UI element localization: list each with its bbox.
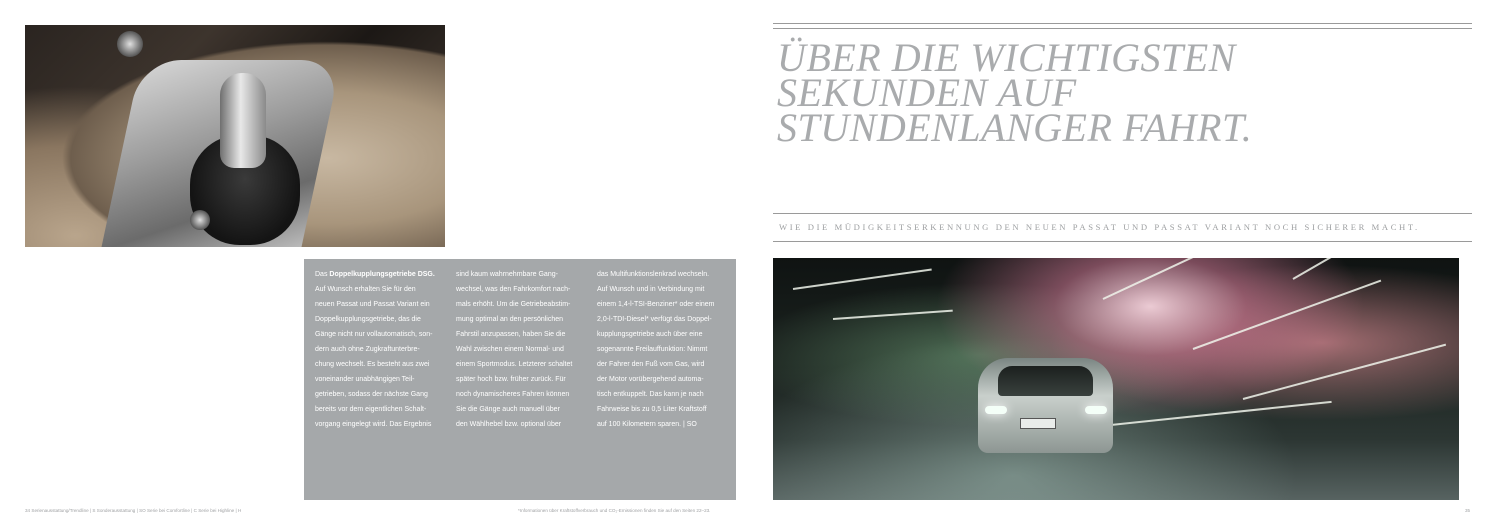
car-windshield <box>998 366 1093 396</box>
headline-line: SEKUNDEN AUF <box>777 70 1077 115</box>
text-line: chung wechselt. Es besteht aus zwei <box>315 361 430 368</box>
license-plate <box>1020 418 1056 429</box>
light-streak <box>1293 258 1424 280</box>
light-streak <box>833 310 953 320</box>
text-line: mung optimal an den persönlichen <box>456 316 564 323</box>
text-line: einem Sportmodus. Letzterer schaltet <box>456 361 573 368</box>
light-streak <box>793 269 932 290</box>
text-line: Sie die Gänge auch manuell über <box>456 406 560 413</box>
subheadline-rule-top <box>773 213 1472 214</box>
text-line: der Fahrer den Fuß vom Gas, wird <box>597 361 705 368</box>
text-column-2 <box>456 267 602 432</box>
lead-line <box>315 267 461 282</box>
footer-footnote: *Informationen über Kraftstoffverbrauch und CO₂-Emissionen finden Sie auf den Seiten 22–23. <box>518 508 711 513</box>
text-line: den Wählhebel bzw. optional über <box>456 421 562 428</box>
text-line: dern auch ohne Zugkraftunterbre- <box>315 346 420 353</box>
text-line: sind kaum wahrnehmbare Gang- <box>456 271 558 278</box>
text-line: 2,0-l-TDI-Diesel* verfügt das Doppel- <box>597 316 712 323</box>
text-line: Fahrweise bis zu 0,5 Liter Kraftstoff <box>597 406 707 413</box>
text-line: bereits vor dem eigentlichen Schalt- <box>315 406 427 413</box>
text-line: vorgang eingelegt wird. Das Ergebnis <box>315 421 432 428</box>
gear-shift-photo <box>25 25 445 247</box>
headline-line: STUNDENLANGER FAHRT. <box>777 105 1253 150</box>
text-column-3 <box>597 267 743 432</box>
text-line: Auf Wunsch und in Verbindung mit <box>597 286 705 293</box>
headline-line: ÜBER DIE WICHTIGSTEN <box>777 35 1236 80</box>
subheadline: WIE DIE MÜDIGKEITSERKENNUNG DEN NEUEN PASSAT UND PASSAT VARIANT NOCH SICHERER MACHT. <box>779 222 1420 232</box>
lead-bold: Doppelkupplungsgetriebe DSG. <box>329 271 435 278</box>
text-line: mals erhöht. Um die Getriebeabstim- <box>456 301 571 308</box>
text-line: voneinander unabhängigen Teil- <box>315 376 415 383</box>
subheadline-rule-bottom <box>773 241 1472 242</box>
text-line: sogenannte Freilauffunktion: Nimmt <box>597 346 708 353</box>
car-night-photo <box>773 258 1459 500</box>
text-line: der Motor vorübergehend automa- <box>597 376 704 383</box>
text-line: Doppelkupplungsgetriebe, das die <box>315 316 421 323</box>
gear-knob <box>220 73 266 168</box>
light-streak <box>1243 344 1446 400</box>
headlight <box>1085 406 1107 414</box>
page-number: 35 <box>1465 508 1471 513</box>
headline <box>777 35 1477 150</box>
text-line: Auf Wunsch erhalten Sie für den <box>315 286 416 293</box>
light-streak <box>1103 258 1240 300</box>
text-line: wechsel, was den Fahrkomfort nach- <box>456 286 571 293</box>
text-line: das Multifunktionslenkrad wechseln. <box>597 271 710 278</box>
light-streak <box>1193 280 1382 350</box>
text-line: tisch entkuppelt. Das kann je nach <box>597 391 704 398</box>
text-line: getrieben, sodass der nächste Gang <box>315 391 428 398</box>
text-line: Fahrstil anzupassen, haben Sie die <box>456 331 566 338</box>
text-line: später hoch bzw. früher zurück. Für <box>456 376 566 383</box>
body-text-panel <box>304 259 736 500</box>
text-line: noch dynamischeres Fahren können <box>456 391 570 398</box>
headlight <box>985 406 1007 414</box>
headline-rule <box>773 23 1472 29</box>
text-line: einem 1,4-l-TSI-Benziner* oder einem <box>597 301 715 308</box>
dial-knob <box>117 31 143 57</box>
footer-legend: 34 Serienausstattung/Trendline | S Sonderausstattung | SO Serie bei Comfortline | C Serie bei Highline | H <box>25 508 242 513</box>
text-line: kupplungsgetriebe auch über eine <box>597 331 703 338</box>
text-column-1 <box>315 267 461 432</box>
dial-knob <box>190 210 210 230</box>
lead-prefix: Das <box>315 271 330 278</box>
text-line: Wahl zwischen einem Normal- und <box>456 346 564 353</box>
text-line: auf 100 Kilometern sparen. | SO <box>597 421 697 428</box>
text-line: Gänge nicht nur vollautomatisch, son- <box>315 331 433 338</box>
text-line: neuen Passat und Passat Variant ein <box>315 301 430 308</box>
